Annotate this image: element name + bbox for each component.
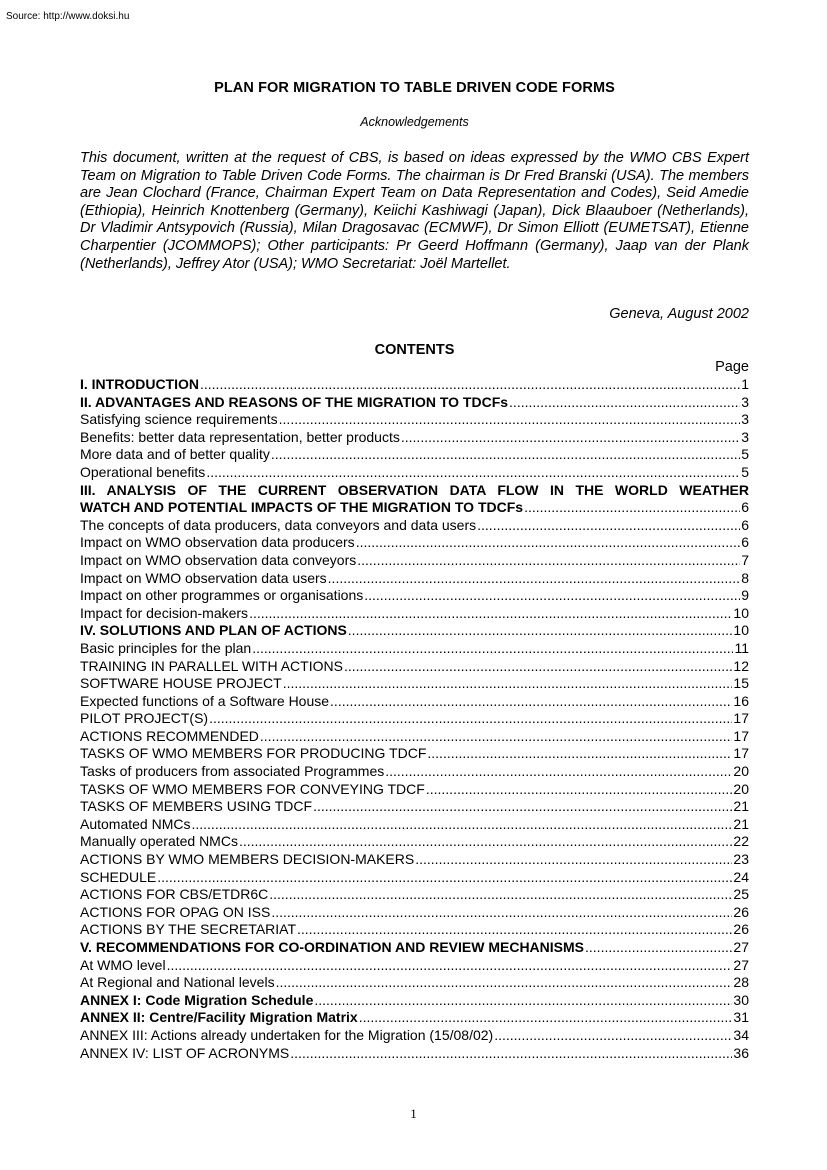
toc-entry[interactable]	[80, 622, 749, 640]
toc-entry-title: Operational benefits	[80, 463, 206, 480]
toc-entry[interactable]	[80, 833, 749, 851]
toc-page-number: 10	[733, 622, 749, 639]
toc-entry[interactable]	[80, 781, 749, 799]
place-date: Geneva, August 2002	[609, 306, 749, 322]
toc-entry-title: Impact for decision-makers	[80, 604, 249, 621]
toc-page-number: 5	[741, 446, 749, 463]
toc-entry-title: SOFTWARE HOUSE PROJECT	[80, 675, 282, 692]
toc-entry[interactable]	[80, 394, 749, 412]
toc-leader-dots	[524, 499, 740, 517]
toc-entry[interactable]	[80, 1045, 749, 1063]
toc-entry[interactable]	[80, 798, 749, 816]
toc-page-number: 7	[741, 551, 749, 568]
toc-entry[interactable]	[80, 1009, 749, 1027]
toc-entry[interactable]	[80, 904, 749, 922]
toc-leader-dots	[426, 781, 733, 799]
toc-leader-dots	[359, 1009, 733, 1027]
toc-entry[interactable]	[80, 446, 749, 464]
toc-entry-title: Impact on other programmes or organisations	[80, 587, 364, 604]
toc-entry[interactable]	[80, 376, 749, 394]
toc-entry[interactable]	[80, 464, 749, 482]
toc-entry[interactable]	[80, 693, 749, 711]
toc-entry-title: II. ADVANTAGES AND REASONS OF THE MIGRATION TO TDCFs	[80, 393, 509, 410]
toc-page-number: 6	[741, 499, 749, 516]
toc-entry-title-continued: WATCH AND POTENTIAL IMPACTS OF THE MIGRATION TO TDCFs	[80, 499, 524, 516]
toc-entry-title: At WMO level	[80, 956, 166, 973]
toc-entry-title: Automated NMCs	[80, 815, 191, 832]
toc-leader-dots	[191, 816, 732, 834]
toc-entry[interactable]	[80, 605, 749, 623]
toc-page-number: 17	[733, 745, 749, 762]
toc-leader-dots	[279, 411, 741, 429]
toc-entry[interactable]	[80, 851, 749, 869]
toc-leader-dots	[200, 376, 740, 394]
toc-entry[interactable]	[80, 886, 749, 904]
toc-entry[interactable]	[80, 534, 749, 552]
toc-entry[interactable]	[80, 710, 749, 728]
toc-leader-dots	[249, 605, 732, 623]
toc-page-number: 6	[741, 516, 749, 533]
toc-entry-title: Expected functions of a Software House	[80, 692, 330, 709]
toc-leader-dots	[290, 1045, 732, 1063]
toc-leader-dots	[157, 869, 732, 887]
toc-entry-title: IV. SOLUTIONS AND PLAN OF ACTIONS	[80, 622, 347, 639]
toc-leader-dots	[585, 939, 732, 957]
toc-leader-dots	[252, 640, 733, 658]
source-url: Source: http://www.doksi.hu	[6, 11, 130, 22]
toc-entry-title: Benefits: better data representation, better products	[80, 428, 400, 445]
toc-page-number: 17	[733, 727, 749, 744]
toc-entry-title: TASKS OF WMO MEMBERS FOR PRODUCING TDCF	[80, 745, 427, 762]
toc-entry[interactable]	[80, 570, 749, 588]
toc-leader-dots	[314, 992, 732, 1010]
toc-page-number: 11	[734, 639, 749, 656]
toc-page-number: 12	[733, 657, 749, 674]
toc-page-number: 30	[733, 991, 749, 1008]
toc-entry-title: TASKS OF MEMBERS USING TDCF	[80, 798, 313, 815]
toc-leader-dots	[260, 728, 733, 746]
toc-entry[interactable]	[80, 411, 749, 429]
document-title: PLAN FOR MIGRATION TO TABLE DRIVEN CODE FORMS	[214, 80, 615, 96]
toc-entry[interactable]	[80, 921, 749, 939]
contents-heading: CONTENTS	[374, 342, 455, 358]
toc-leader-dots	[167, 957, 733, 975]
toc-entry[interactable]	[80, 640, 749, 658]
toc-entry-title: I. INTRODUCTION	[80, 376, 199, 392]
toc-page-number: 20	[733, 780, 749, 797]
toc-entry-title: III. ANALYSIS OF THE CURRENT OBSERVATION DATA FLOW IN THE WORLD WEATHER	[80, 481, 749, 498]
toc-entry[interactable]	[80, 429, 749, 447]
toc-page-number: 31	[733, 1009, 749, 1026]
toc-leader-dots	[348, 622, 733, 640]
toc-page-number: 24	[733, 868, 749, 885]
toc-entry[interactable]	[80, 658, 749, 676]
toc-page-number: 5	[741, 463, 749, 480]
toc-entry[interactable]	[80, 587, 749, 605]
toc-page-number: 34	[733, 1026, 749, 1043]
toc-leader-dots	[209, 710, 732, 728]
toc-page-number: 16	[733, 692, 749, 709]
toc-entry[interactable]	[80, 552, 749, 570]
toc-entry-title: Manually operated NMCs	[80, 833, 238, 850]
toc-entry-title: ACTIONS BY WMO MEMBERS DECISION-MAKERS	[80, 851, 415, 868]
toc-page-number: 3	[741, 411, 749, 428]
toc-page-number: 25	[733, 886, 749, 903]
toc-leader-dots	[364, 587, 740, 605]
toc-page-number: 20	[733, 763, 749, 780]
toc-page-number: 23	[733, 851, 749, 868]
toc-entry-title: Tasks of producers from associated Programmes	[80, 763, 385, 780]
toc-page-number: 21	[733, 798, 749, 815]
toc-leader-dots	[271, 446, 740, 464]
toc-page-number: 26	[733, 903, 749, 920]
toc-entry[interactable]	[80, 763, 749, 781]
toc-entry[interactable]	[80, 816, 749, 834]
toc-entry-title: ANNEX III: Actions already undertaken for the Migration (15/08/02)	[80, 1026, 494, 1043]
toc-entry-title: V. RECOMMENDATIONS FOR CO-ORDINATION AND REVIEW MECHANISMS	[80, 939, 585, 955]
toc-entry-title: ANNEX IV: LIST OF ACRONYMS	[80, 1044, 290, 1061]
toc-entry-title: At Regional and National levels	[80, 974, 275, 991]
toc-leader-dots	[328, 570, 741, 588]
toc-leader-dots	[385, 763, 732, 781]
toc-entry-title: PILOT PROJECT(S)	[80, 710, 209, 727]
toc-leader-dots	[357, 552, 740, 570]
toc-page-number: 3	[741, 428, 749, 445]
toc-entry[interactable]	[80, 1027, 749, 1045]
toc-leader-dots	[427, 745, 732, 763]
toc-leader-dots	[477, 517, 740, 535]
toc-leader-dots	[297, 921, 732, 939]
toc-page-number: 36	[733, 1044, 749, 1061]
toc-page-number: 28	[733, 974, 749, 991]
toc-entry[interactable]	[80, 992, 749, 1010]
toc-leader-dots	[276, 974, 733, 992]
toc-entry-title: ACTIONS RECOMMENDED	[80, 727, 259, 744]
table-of-contents	[80, 376, 749, 1062]
page-number: 1	[410, 1106, 417, 1121]
toc-entry[interactable]	[80, 745, 749, 763]
toc-page-number: 21	[733, 815, 749, 832]
toc-page-number: 15	[733, 675, 749, 692]
toc-leader-dots	[283, 675, 733, 693]
toc-leader-dots	[330, 693, 732, 711]
toc-leader-dots	[356, 534, 741, 552]
toc-page-number: 27	[733, 939, 749, 955]
toc-leader-dots	[271, 904, 732, 922]
toc-page-number: 6	[741, 534, 749, 551]
toc-leader-dots	[313, 798, 732, 816]
toc-entry[interactable]	[80, 675, 749, 693]
toc-entry-title: SCHEDULE	[80, 868, 157, 885]
toc-entry-title: ACTIONS FOR CBS/ETDR6C	[80, 886, 269, 903]
toc-entry[interactable]	[80, 482, 749, 517]
page-column-heading: Page	[715, 359, 749, 375]
toc-page-number: 1	[741, 376, 749, 392]
toc-entry-title: ANNEX II: Centre/Facility Migration Matrix	[80, 1009, 358, 1026]
toc-entry-title: Impact on WMO observation data producers	[80, 534, 355, 551]
toc-entry[interactable]	[80, 869, 749, 887]
toc-page-number: 10	[733, 604, 749, 621]
toc-leader-dots	[344, 658, 732, 676]
toc-leader-dots	[401, 429, 740, 447]
toc-entry-title: ACTIONS BY THE SECRETARIAT	[80, 921, 297, 938]
toc-entry-title: Impact on WMO observation data users	[80, 569, 327, 586]
toc-leader-dots	[206, 464, 740, 482]
intro-paragraph: This document, written at the request of CBS, is based on ideas expressed by the WMO CBS Expert Team on Migration to Table Driven Code Forms. The chairman is Dr Fred Branski (USA). The members are Jean Clochard (France, Chairman Expert Team on Data Representation and Codes), Seid Amedie (Ethiopia), Heinrich Knottenberg (Germany), Keiichi Kashiwagi (Japan), Dick Blaauboer (Netherlands), Dr Vladimir Antsypovich (Russia), Milan Dragosavac (ECMWF), Dr Simon Elliott (EUMETSAT), Etienne Charpentier (JCOMMOPS); Other participants: Pr Geerd Hoffmann (Germany), Jaap van der Plank (Netherlands), Jeffrey Ator (USA); WMO Secretariat: Joël Martellet.	[80, 150, 749, 272]
toc-entry-title: ANNEX I: Code Migration Schedule	[80, 991, 314, 1008]
toc-entry-title: More data and of better quality	[80, 446, 270, 463]
toc-page-number: 17	[733, 710, 749, 727]
toc-entry[interactable]	[80, 957, 749, 975]
toc-entry[interactable]	[80, 517, 749, 535]
toc-page-number: 26	[733, 921, 749, 938]
toc-page-number: 9	[741, 587, 749, 604]
toc-entry-title: ACTIONS FOR OPAG ON ISS	[80, 903, 271, 920]
toc-entry-title: Impact on WMO observation data conveyors	[80, 551, 357, 568]
toc-entry[interactable]	[80, 974, 749, 992]
toc-entry-title: TASKS OF WMO MEMBERS FOR CONVEYING TDCF	[80, 780, 425, 797]
toc-leader-dots	[239, 833, 732, 851]
toc-entry-title: The concepts of data producers, data conveyors and data users	[80, 516, 477, 533]
toc-page-number: 27	[733, 956, 749, 973]
toc-entry-title: Basic principles for the plan	[80, 639, 252, 656]
toc-page-number: 22	[733, 833, 749, 850]
toc-page-number: 8	[741, 569, 749, 586]
toc-entry-title: TRAINING IN PARALLEL WITH ACTIONS	[80, 657, 343, 674]
toc-leader-dots	[415, 851, 732, 869]
toc-leader-dots	[494, 1027, 732, 1045]
acknowledgements-heading: Acknowledgements	[360, 115, 469, 129]
toc-entry[interactable]	[80, 939, 749, 957]
toc-leader-dots	[269, 886, 732, 904]
toc-entry[interactable]	[80, 728, 749, 746]
toc-page-number: 3	[741, 393, 749, 410]
toc-leader-dots	[509, 394, 740, 412]
toc-entry-title: Satisfying science requirements	[80, 411, 278, 428]
